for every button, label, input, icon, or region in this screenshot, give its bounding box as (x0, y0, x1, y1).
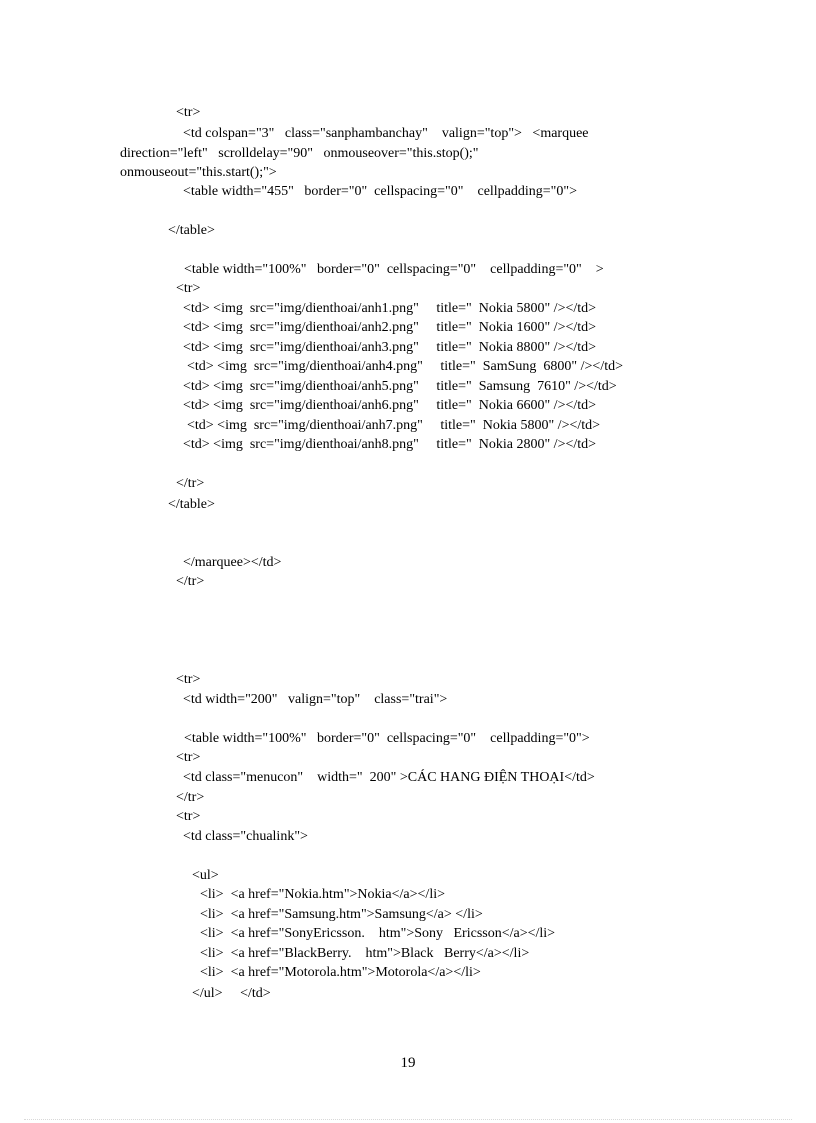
code-line: </marquee></td> (183, 555, 282, 570)
code-line: <li> <a href="Nokia.htm">Nokia</a></li> (200, 887, 445, 902)
code-line: </ul> </td> (192, 986, 271, 1001)
code-line: <li> <a href="Motorola.htm">Motorola</a></li> (200, 965, 481, 980)
code-line: <td colspan="3" class="sanphambanchay" valign="top"> <marquee (183, 126, 589, 141)
code-line: <table width="455" border="0" cellspacing="0" cellpadding="0"> (183, 184, 578, 199)
code-line: <table width="100%" border="0" cellspacing="0" cellpadding="0"> (184, 731, 590, 746)
code-line: <tr> (176, 105, 201, 120)
code-line: </tr> (176, 476, 205, 491)
code-line: <td> <img src="img/dienthoai/anh8.png" title=" Nokia 2800" /></td> (183, 437, 597, 452)
code-line: <td> <img src="img/dienthoai/anh3.png" title=" Nokia 8800" /></td> (183, 340, 597, 355)
page-bottom-divider (24, 1119, 792, 1120)
code-line: <li> <a href="Samsung.htm">Samsung</a> </li> (200, 907, 483, 922)
code-line: </table> (168, 223, 215, 238)
code-line: <td> <img src="img/dienthoai/anh7.png" title=" Nokia 5800" /></td> (187, 418, 601, 433)
code-line: onmouseout="this.start();"> (120, 165, 277, 180)
code-line: </tr> (176, 574, 205, 589)
code-line: <td width="200" valign="top" class="trai"> (183, 692, 448, 707)
code-line: </table> (168, 497, 215, 512)
code-line: <tr> (176, 809, 201, 824)
code-line: <td class="chualink"> (183, 829, 308, 844)
page-number: 19 (400, 1055, 416, 1071)
code-line: <tr> (176, 281, 201, 296)
code-line: <td> <img src="img/dienthoai/anh2.png" title=" Nokia 1600" /></td> (183, 320, 597, 335)
code-line: <ul> (192, 868, 219, 883)
code-line: <table width="100%" border="0" cellspacing="0" cellpadding="0" > (184, 262, 604, 277)
code-line: <td> <img src="img/dienthoai/anh5.png" title=" Samsung 7610" /></td> (183, 379, 617, 394)
code-line: <td class="menucon" width=" 200" >CÁC HANG ĐIỆN THOẠI</td> (183, 770, 595, 785)
code-line: <li> <a href="BlackBerry. htm">Black Berry</a></li> (200, 946, 530, 961)
code-line: <li> <a href="SonyEricsson. htm">Sony Ericsson</a></li> (200, 926, 556, 941)
code-line: <td> <img src="img/dienthoai/anh1.png" title=" Nokia 5800" /></td> (183, 301, 597, 316)
code-line: <td> <img src="img/dienthoai/anh4.png" title=" SamSung 6800" /></td> (187, 359, 624, 374)
code-line: direction="left" scrolldelay="90" onmouseover="this.stop();" (120, 146, 479, 161)
code-line: <tr> (176, 750, 201, 765)
code-line: <tr> (176, 672, 201, 687)
code-line: </tr> (176, 790, 205, 805)
code-line: <td> <img src="img/dienthoai/anh6.png" title=" Nokia 6600" /></td> (183, 398, 597, 413)
